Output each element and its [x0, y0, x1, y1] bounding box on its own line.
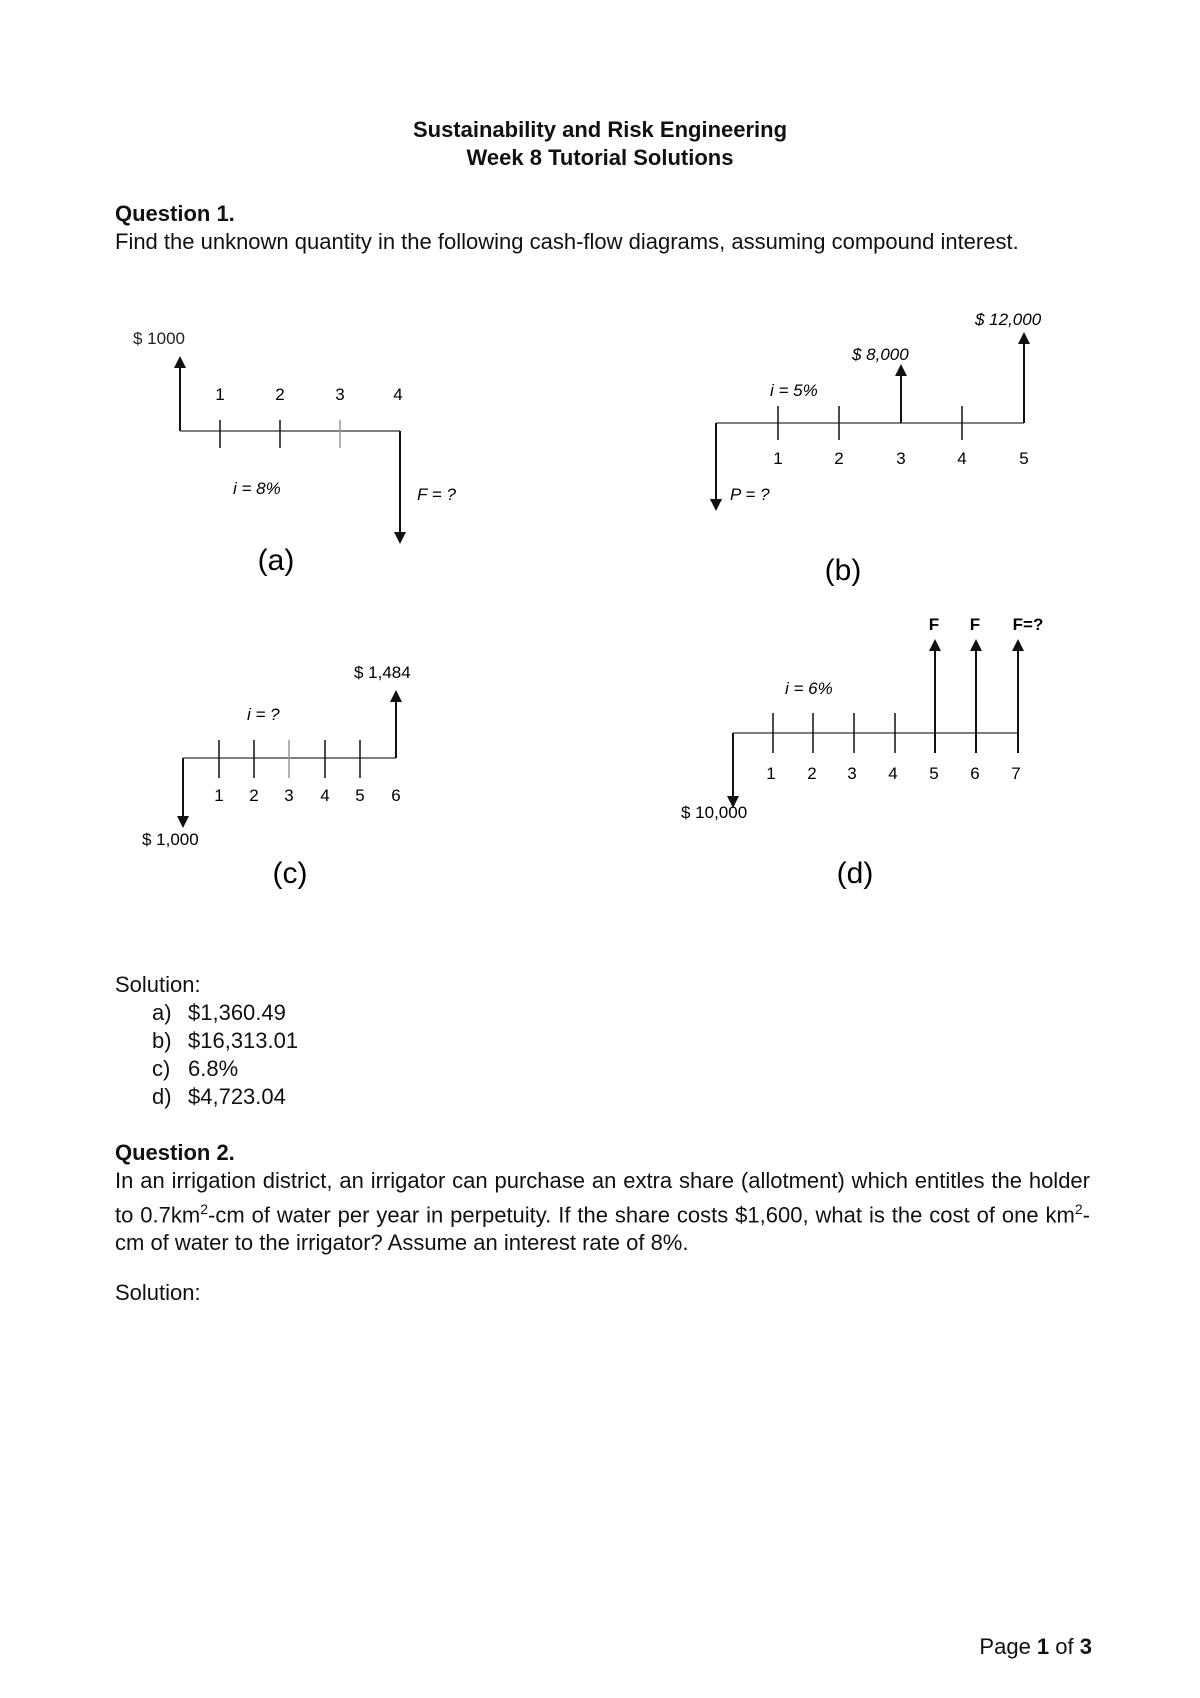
diagram-d-tick-1: 1 [766, 764, 776, 783]
diagram-a-tick-3: 3 [335, 385, 345, 404]
diagram-a-rate: i = 8% [233, 479, 281, 498]
question-2-text-3: -cm of water to the irrigator? Assume an interest rate of 8%. [115, 1202, 1090, 1256]
solution-letter: a) [152, 1000, 172, 1025]
diagram-b-amount-5: $ 12,000 [975, 310, 1042, 329]
diagram-a-label: (a) [257, 544, 295, 577]
diagram-c-tick-2: 2 [249, 786, 259, 805]
diagram-b-tick-5: 5 [1019, 449, 1029, 468]
solution-item [152, 999, 298, 1027]
diagram-a-tick-4: 4 [393, 385, 403, 404]
diagram-c-top-amount: $ 1,484 [354, 663, 411, 682]
page-prefix: Page [979, 1634, 1037, 1659]
diagram-c-tick-1: 1 [214, 786, 224, 805]
diagram-c-tick-3: 3 [284, 786, 294, 805]
diagram-d-label: (d) [836, 857, 874, 890]
solution-letter: b) [152, 1028, 172, 1053]
diagram-a-tick-2: 2 [275, 385, 285, 404]
diagram-d-tick-3: 3 [847, 764, 857, 783]
diagram-a-tick-1: 1 [215, 385, 225, 404]
diagram-d-tick-5: 5 [929, 764, 939, 783]
question-2-solution-label: Solution: [115, 1280, 201, 1305]
diagram-a-unknown: F = ? [417, 485, 456, 504]
solution-item [152, 1055, 298, 1083]
solution-value: $4,723.04 [188, 1084, 286, 1109]
diagram-d-f-label-7: F=? [1012, 615, 1044, 634]
document-title: Sustainability and Risk Engineering [412, 117, 788, 142]
diagram-b-tick-3: 3 [896, 449, 906, 468]
diagram-d-bottom-amount: $ 10,000 [681, 803, 748, 822]
diagram-c-bottom-amount: $ 1,000 [142, 830, 199, 849]
page-middle: of [1049, 1634, 1080, 1659]
diagram-d-tick-2: 2 [807, 764, 817, 783]
question-2-prompt [115, 1167, 1090, 1257]
diagram-b-unknown: P = ? [730, 485, 770, 504]
page-total: 3 [1079, 1634, 1092, 1659]
diagram-b [716, 310, 1042, 587]
solution-value: $16,313.01 [188, 1028, 299, 1053]
diagram-c-rate: i = ? [247, 705, 280, 724]
diagram-c-tick-4: 4 [320, 786, 330, 805]
superscript: 2 [200, 1201, 208, 1217]
diagram-c-tick-6: 6 [391, 786, 401, 805]
diagram-a-top-amount: $ 1000 [133, 329, 185, 348]
question-2-text-1: In an irrigation district, an irrigator can purchase an extra share (allotment) which entitles the holder to 0.7km [115, 1168, 1090, 1228]
question-1-solution-list [152, 999, 298, 1111]
diagram-d-rate: i = 6% [785, 679, 833, 698]
document-subtitle: Week 8 Tutorial Solutions [466, 145, 734, 170]
solution-item [152, 1083, 298, 1111]
question-1-solution-label: Solution: [115, 972, 201, 997]
solution-item [152, 1027, 298, 1055]
solution-letter: d) [152, 1084, 172, 1109]
page-number [979, 1634, 1092, 1660]
diagram-c [142, 663, 411, 890]
superscript: 2 [1074, 1201, 1083, 1217]
solution-value: 6.8% [188, 1056, 239, 1081]
diagram-d [681, 615, 1043, 890]
diagram-b-amount-3: $ 8,000 [852, 345, 909, 364]
diagram-b-label: (b) [824, 554, 862, 587]
diagram-b-tick-2: 2 [834, 449, 844, 468]
question-1-prompt: Find the unknown quantity in the following cash-flow diagrams, assuming compound interest. [115, 229, 1019, 254]
diagram-d-tick-7: 7 [1011, 764, 1021, 783]
diagram-c-label: (c) [272, 857, 308, 890]
question-1-heading: Question 1. [115, 201, 235, 226]
diagram-d-tick-6: 6 [970, 764, 980, 783]
diagram-b-tick-4: 4 [957, 449, 967, 468]
diagram-b-rate: i = 5% [770, 381, 818, 400]
cash-flow-diagrams [0, 300, 1200, 900]
diagram-b-tick-1: 1 [773, 449, 783, 468]
diagram-c-tick-5: 5 [355, 786, 365, 805]
page-current: 1 [1036, 1634, 1050, 1659]
diagram-d-f-label-6: F [969, 615, 981, 634]
question-2-text-2: -cm of water per year in perpetuity. If the share costs $1,600, what is the cost of one km [208, 1202, 1075, 1228]
solution-letter: c) [152, 1056, 171, 1081]
question-2-heading: Question 2. [115, 1140, 235, 1165]
diagram-d-tick-4: 4 [888, 764, 898, 783]
diagram-d-f-label-5: F [928, 615, 940, 634]
solution-value: $1,360.49 [188, 1000, 286, 1025]
diagram-a [133, 329, 456, 577]
